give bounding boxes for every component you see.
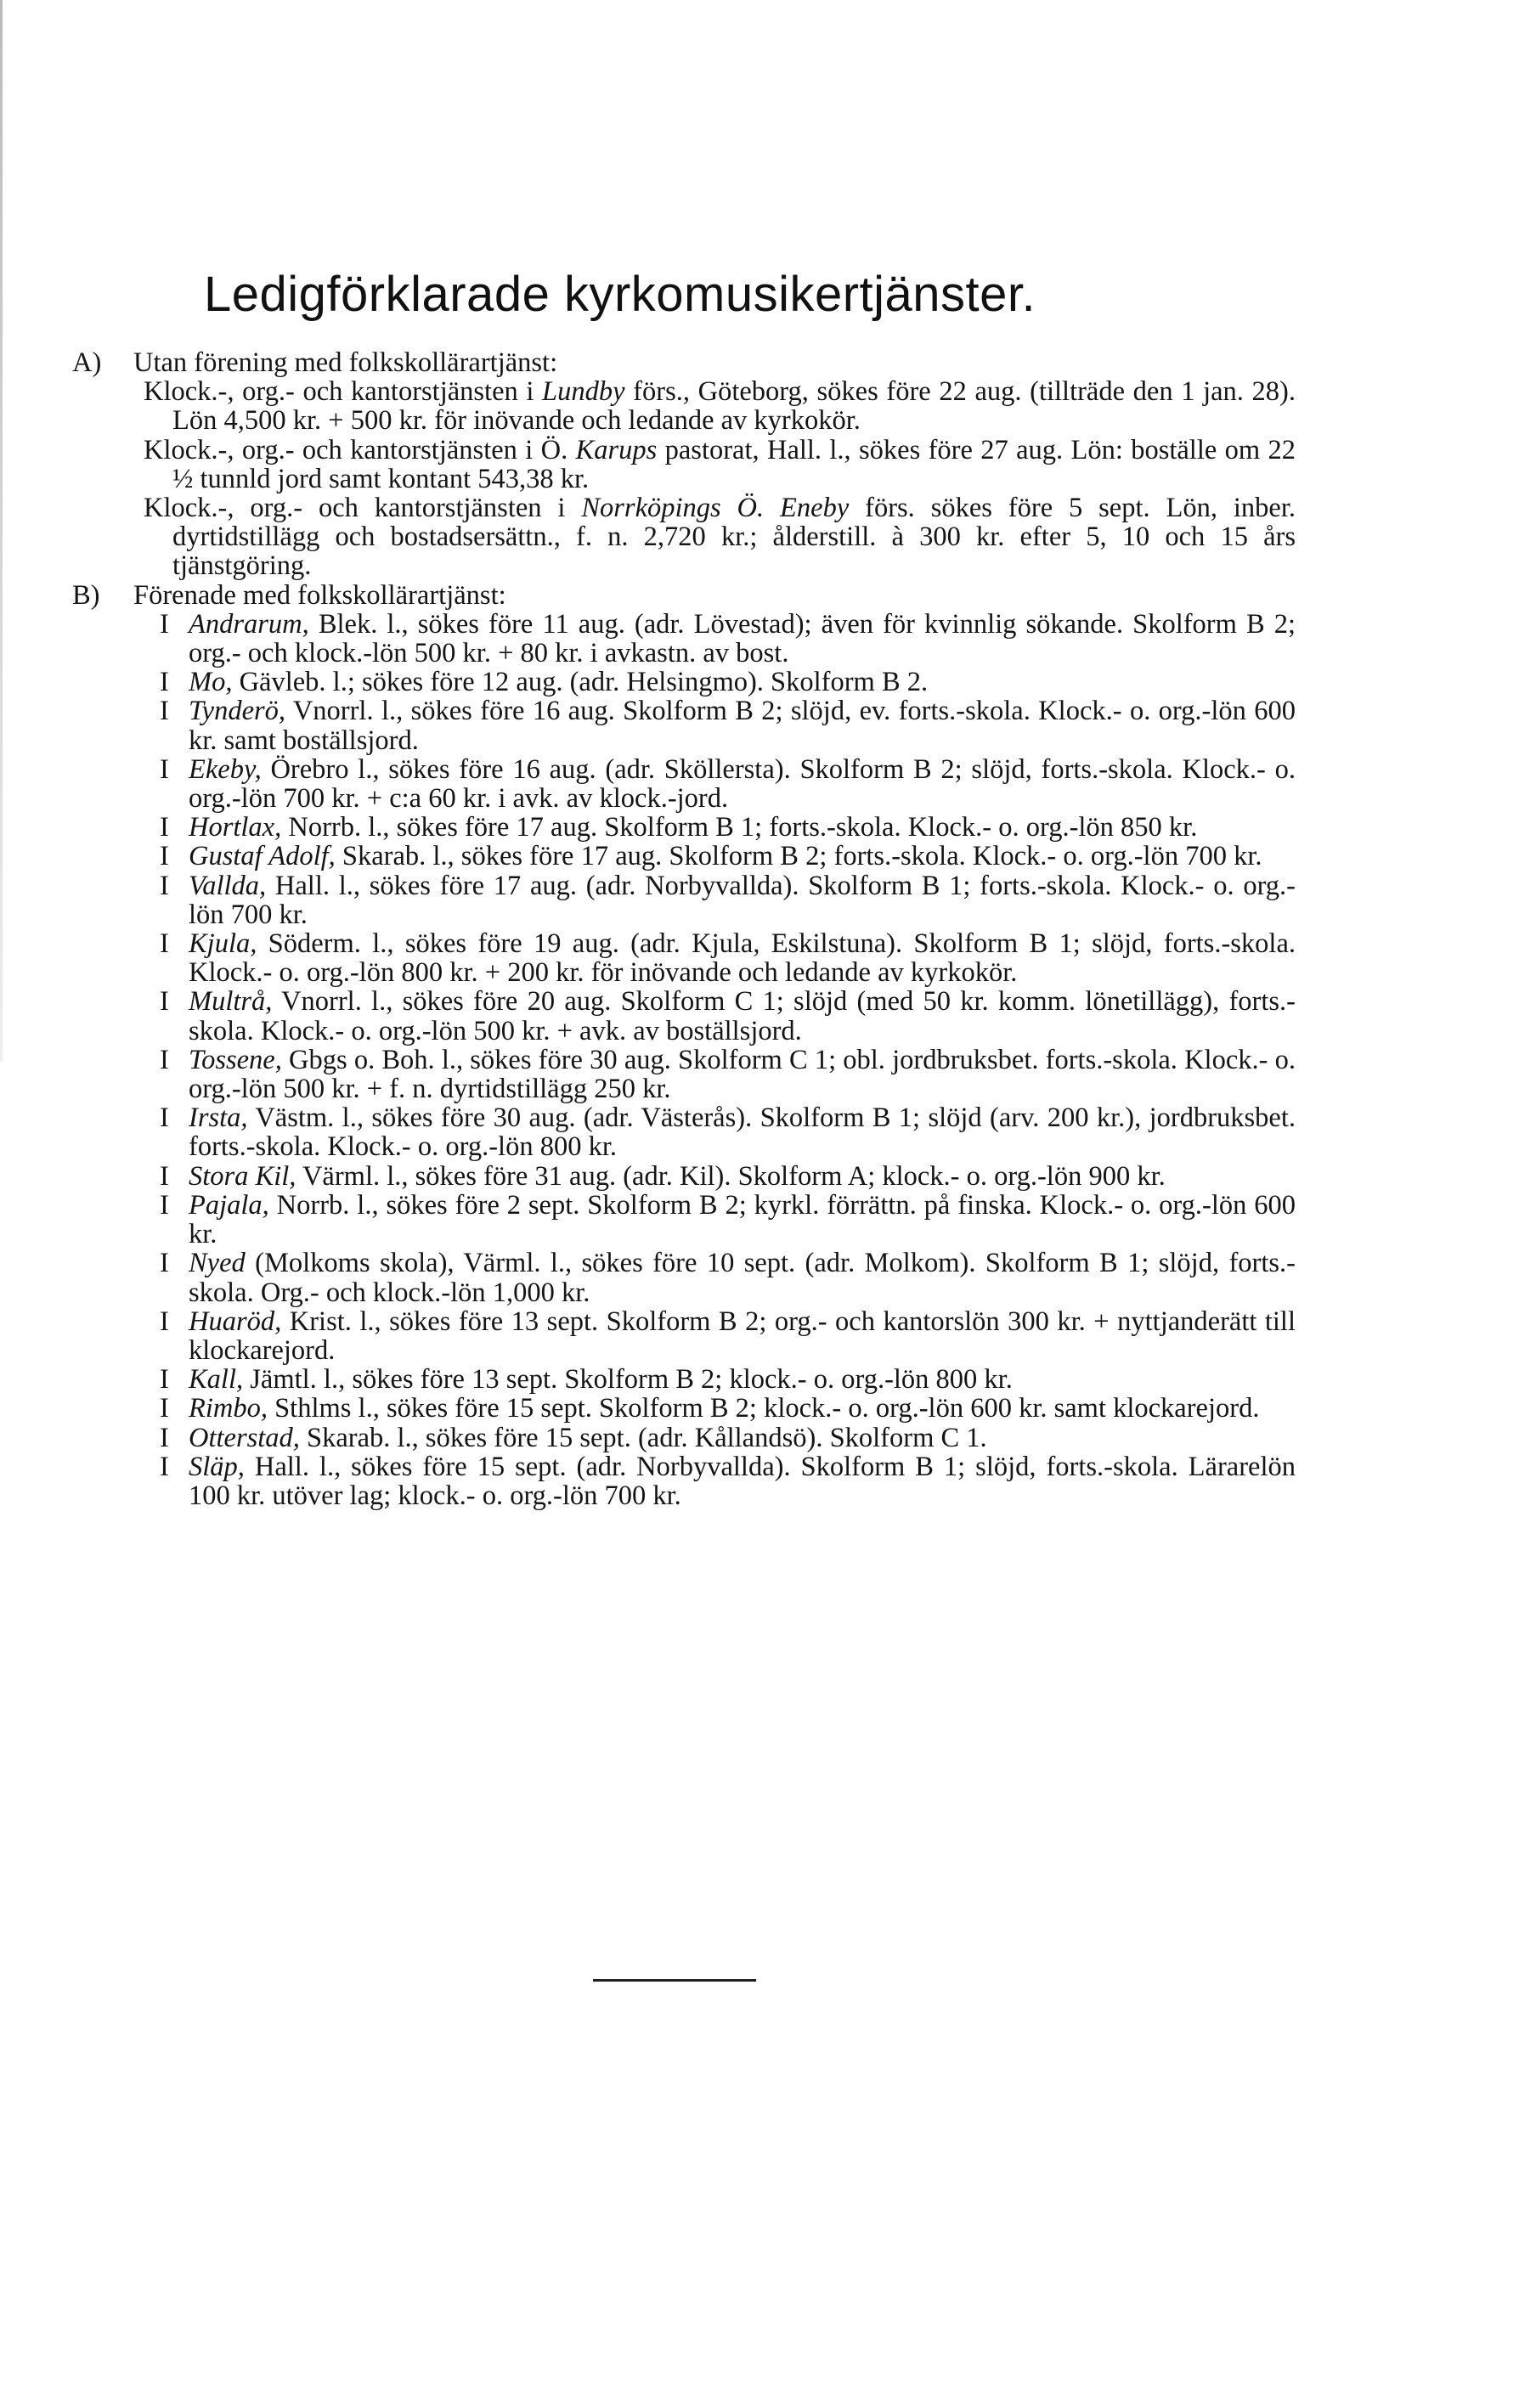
- entry-text: Hall. l., sökes före 15 sept. (adr. Norbyvallda). Skolform B 1; slöjd, forts.-skola. Lärarelön 100 kr. utöver lag; klock.- o. org.-lön 700 kr.: [189, 1451, 1296, 1511]
- list-item: [160, 1452, 1296, 1510]
- entry-class-numeral: I: [160, 1102, 169, 1134]
- list-item: [160, 987, 1296, 1045]
- entry-place: Otterstad,: [189, 1422, 300, 1453]
- list-item: [160, 1365, 1296, 1394]
- list-item: [144, 377, 1296, 435]
- section-b-entries: [72, 610, 1296, 1510]
- entry-prefix: Klock.-, org.- och kantorstjänsten i: [144, 493, 582, 524]
- entry-text: Gbgs o. Boh. l., sökes före 30 aug. Skolform C 1; obl. jordbruksbet. forts.-skola. Klock.- o. org.-lön 500 kr. + f. n. dyrtidstillägg 250 kr.: [189, 1044, 1296, 1105]
- divider-rule: [593, 1979, 756, 1982]
- entry-text: Örebro l., sökes före 16 aug. (adr. Sköllersta). Skolform B 2; slöjd, forts.-skola. Klock.- o. org.-lön 700 kr. + c:a 60 kr. i avk. av klock.-jord.: [189, 753, 1296, 815]
- entry-place: Gustaf Adolf,: [189, 841, 336, 872]
- entry-class-numeral: I: [160, 1160, 169, 1192]
- section-label: B): [72, 579, 100, 611]
- entry-place: Pajala,: [189, 1189, 269, 1221]
- list-item: [160, 813, 1296, 842]
- list-item: [160, 929, 1296, 987]
- entry-place: Kjula,: [189, 928, 257, 960]
- entry-place: Andrarum,: [189, 608, 309, 640]
- entry-class-numeral: I: [160, 928, 169, 960]
- entry-place: Tossene,: [189, 1044, 282, 1075]
- entry-class-numeral: I: [160, 1306, 169, 1337]
- section-heading-text: Utan förening med folkskollärartjänst:: [133, 347, 558, 378]
- list-item: [160, 842, 1296, 871]
- entry-text: Skarab. l., sökes före 17 aug. Skolform B 2; forts.-skola. Klock.- o. org.-lön 700 kr.: [335, 841, 1262, 872]
- entry-text: Vnorrl. l., sökes före 20 aug. Skolform C 1; slöjd (med 50 kr. komm. lönetillägg), forts.-skola. Klock.- o. org.-lön 500 kr. + avk. av boställsjord.: [189, 986, 1296, 1046]
- entry-class-numeral: I: [160, 870, 169, 901]
- section-heading-text: Förenade med folkskollärartjänst:: [133, 579, 506, 611]
- entry-text: förs. sökes före 5 sept. Lön, inber. dyrtidstillägg och bostadsersättn., f. n. 2,720 kr.; ålderstill. à 300 kr. efter 5, 10 och 15 års tjänstgöring.: [172, 493, 1296, 582]
- entry-place: Hortlax,: [189, 812, 282, 843]
- entry-class-numeral: I: [160, 667, 169, 698]
- entry-text: Värml. l., sökes före 31 aug. (adr. Kil). Skolform A; klock.- o. org.-lön 900 kr.: [296, 1160, 1166, 1192]
- list-item: [160, 871, 1296, 929]
- entry-class-numeral: I: [160, 812, 169, 843]
- list-item: [160, 1046, 1296, 1103]
- list-item: [160, 1191, 1296, 1249]
- list-item: [160, 1394, 1296, 1423]
- list-item: [160, 668, 1296, 696]
- section-label: A): [72, 347, 102, 378]
- entry-place: Ekeby,: [189, 753, 262, 785]
- list-item: [160, 1249, 1296, 1306]
- entry-place: Tynderö,: [189, 696, 286, 727]
- listing-body: [72, 348, 1296, 1510]
- list-item: [160, 1307, 1296, 1365]
- entry-text: Västm. l., sökes före 30 aug. (adr. Västerås). Skolform B 1; slöjd (arv. 200 kr.), jordbruksbet. forts.-skola. Klock.- o. org.-lön 800 kr.: [189, 1102, 1296, 1163]
- list-item: [144, 493, 1296, 581]
- entry-class-numeral: I: [160, 1422, 169, 1453]
- entry-text: Norrb. l., sökes före 17 aug. Skolform B 1; forts.-skola. Klock.- o. org.-lön 850 kr.: [281, 812, 1198, 843]
- entry-place: Irsta,: [189, 1102, 248, 1134]
- entry-place: Huaröd,: [189, 1306, 282, 1337]
- section-b-heading: [72, 581, 1296, 610]
- list-item: [160, 696, 1296, 754]
- entry-class-numeral: I: [160, 1044, 169, 1075]
- entry-place: Karups: [575, 434, 658, 465]
- entry-place: Rimbo,: [189, 1393, 268, 1424]
- entry-text: pastorat, Hall. l., sökes före 27 aug. Lön: boställe om 22 ½ tunnld jord samt kontant 543,38 kr.: [172, 434, 1296, 494]
- list-item: [160, 1103, 1296, 1161]
- entry-place: Vallda,: [189, 870, 267, 901]
- entry-text: Söderm. l., sökes före 19 aug. (adr. Kjula, Eskilstuna). Skolform B 1; slöjd, forts.-skola. Klock.- o. org.-lön 800 kr. + 200 kr. för inövande och ledande av kyrkokör.: [189, 928, 1296, 989]
- entry-class-numeral: I: [160, 986, 169, 1018]
- entry-class-numeral: I: [160, 1451, 169, 1482]
- entry-text: Gävleb. l.; sökes före 12 aug. (adr. Helsingmo). Skolform B 2.: [232, 667, 929, 698]
- entry-class-numeral: I: [160, 841, 169, 872]
- entry-text: Skarab. l., sökes före 15 sept. (adr. Kållandsö). Skolform C 1.: [299, 1422, 987, 1453]
- list-item: [144, 436, 1296, 493]
- entry-class-numeral: I: [160, 608, 169, 640]
- entry-text: Blek. l., sökes före 11 aug. (adr. Lövestad); även för kvinnlig sökande. Skolform B 2; org.- och klock.-lön 500 kr. + 80 kr. i avkastn. av bost.: [189, 608, 1296, 669]
- entry-place: Släp,: [189, 1451, 245, 1482]
- entry-class-numeral: I: [160, 1393, 169, 1424]
- entry-text: Klock.-, org.- och kantorstjänsten i Lundby förs., Göteborg, sökes före 22 aug. (tillträde den 1 jan. 28). Lön 4,500 kr. + 500 kr. för inövande och ledande av kyrkokör.: [144, 376, 1296, 437]
- entry-text: Krist. l., sökes före 13 sept. Skolform B 2; org.- och kantorslön 300 kr. + nyttjanderätt till klockarejord.: [189, 1306, 1296, 1366]
- entry-place: Nyed: [189, 1248, 246, 1279]
- entry-class-numeral: I: [160, 753, 169, 785]
- entry-place: Lundby: [542, 376, 625, 408]
- entry-place: Mo,: [189, 667, 233, 698]
- list-item: [160, 755, 1296, 813]
- scan-edge: [0, 0, 3, 1062]
- list-item: [160, 1162, 1296, 1191]
- page-title: Ledigförklarade kyrkomusikertjänster.: [204, 267, 1036, 322]
- entry-class-numeral: I: [160, 1189, 169, 1221]
- section-a-heading: [72, 348, 1296, 377]
- entry-text: Vnorrl. l., sökes före 16 aug. Skolform B 2; slöjd, ev. forts.-skola. Klock.- o. org.-lön 600 kr. samt boställsjord.: [189, 696, 1296, 756]
- entry-text: Sthlms l., sökes före 15 sept. Skolform B 2; klock.- o. org.-lön 600 kr. samt klockarejord.: [267, 1393, 1260, 1424]
- list-item: [160, 1424, 1296, 1452]
- entry-class-numeral: I: [160, 1364, 169, 1396]
- list-item: [160, 610, 1296, 668]
- entry-class-numeral: I: [160, 696, 169, 727]
- entry-place: Kall,: [189, 1364, 244, 1396]
- entry-class-numeral: I: [160, 1248, 169, 1279]
- entry-place: Stora Kil,: [189, 1160, 296, 1192]
- entry-text: (Molkoms skola), Värml. l., sökes före 10 sept. (adr. Molkom). Skolform B 1; slöjd, forts.-skola. Org.- och klock.-lön 1,000 kr.: [189, 1248, 1296, 1308]
- entry-text: Hall. l., sökes före 17 aug. (adr. Norbyvallda). Skolform B 1; forts.-skola. Klock.- o. org.-lön 700 kr.: [189, 870, 1296, 930]
- entry-text: Jämtl. l., sökes före 13 sept. Skolform B 2; klock.- o. org.-lön 800 kr.: [243, 1364, 1013, 1396]
- entry-prefix: Klock.-, org.- och kantorstjänsten i Ö.: [144, 434, 576, 465]
- entry-text: Norrb. l., sökes före 2 sept. Skolform B 2; kyrkl. förrättn. på finska. Klock.- o. org.-lön 600 kr.: [189, 1189, 1296, 1250]
- entry-place: Norrköpings Ö. Eneby: [581, 493, 850, 524]
- entry-place: Multrå,: [189, 986, 273, 1018]
